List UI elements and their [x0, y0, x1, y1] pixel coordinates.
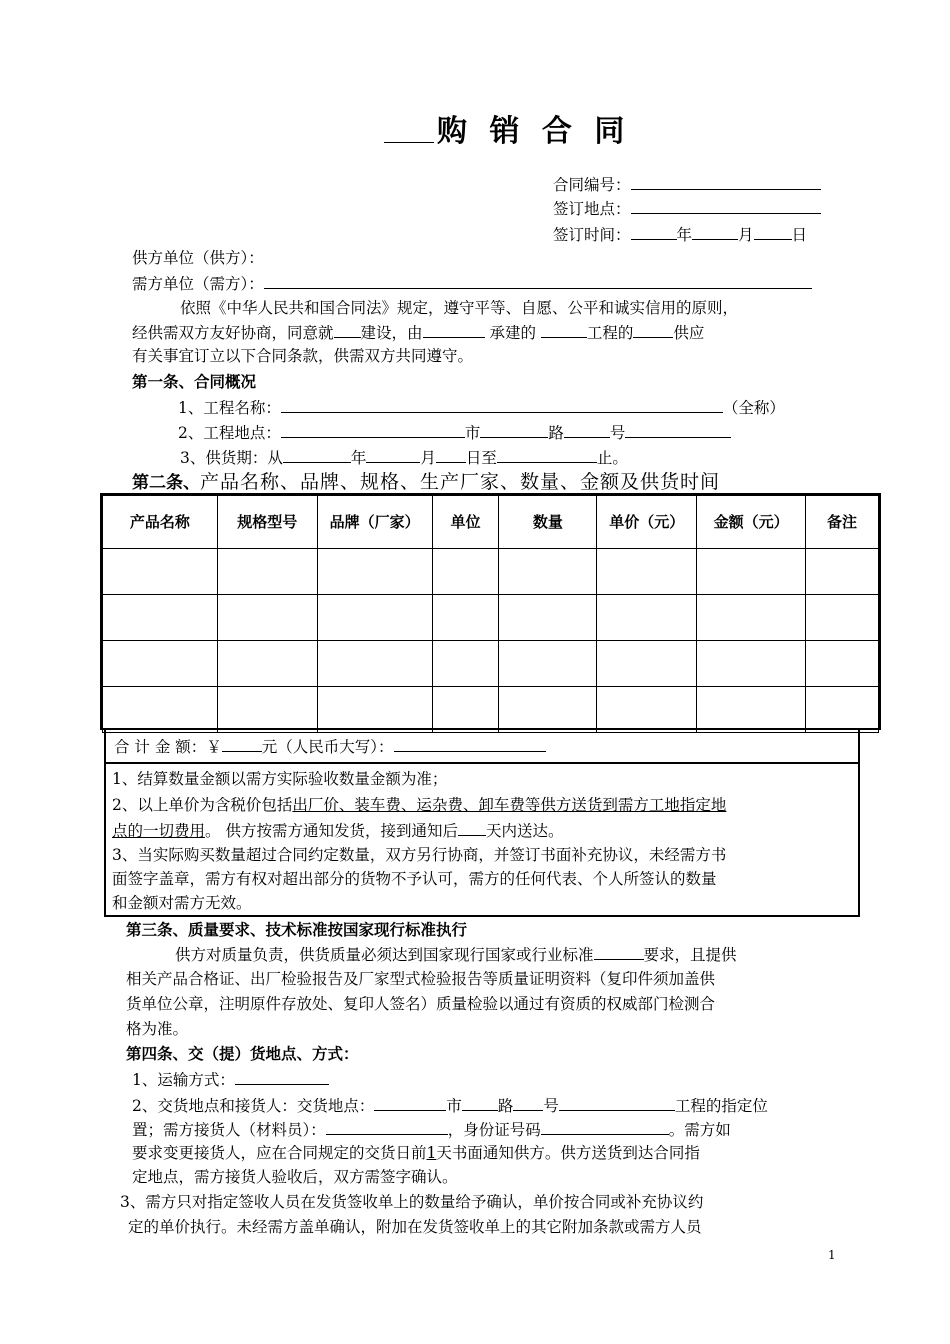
article-2-prefix: 第二条、 — [132, 473, 200, 493]
title-blank-wrap — [384, 108, 434, 147]
note-3-line-1: 3、当实际购买数量超过合同约定数量，双方另行协商，并签订书面补充协议，未经需方书 — [112, 846, 727, 864]
number-label: 号 — [609, 424, 626, 442]
header-brand: 品牌（厂家） — [317, 496, 432, 549]
note-2-middle: 。 供方按需方通知发货，接到通知后 — [205, 822, 458, 840]
page-title: 购 销 合 同 — [437, 114, 631, 149]
total-amount-row — [114, 734, 546, 759]
location-extra-field[interactable] — [625, 420, 731, 438]
title-blank[interactable] — [384, 108, 434, 143]
delivery-number-label: 号 — [543, 1097, 559, 1115]
delivery-number-field[interactable] — [513, 1093, 543, 1111]
delivery-city-label: 市 — [446, 1097, 462, 1115]
location-city-field[interactable] — [281, 420, 465, 438]
article-3-line-3: 货单位公章，注明原件存放处、复印人签名）质量检验以通过有资质的权威部门检测合 — [126, 995, 716, 1013]
article-3-line-2: 相关产品合格证、出厂检验报告及厂家型式检验报告等质量证明资料（复印件须加盖供 — [126, 970, 716, 988]
delivery-text-f: 要求变更接货人，应在合同规定的交货日前 — [132, 1144, 427, 1162]
header-remark: 备注 — [806, 496, 879, 549]
header-amount: 金额（元） — [697, 496, 806, 549]
buyer-row — [132, 271, 812, 296]
note-3-line-3: 和金额对需方无效。 — [112, 894, 252, 912]
note-1: 1、结算数量金额以需方实际验收数量金额为准； — [112, 770, 448, 788]
delivery-text-h: 天书面通知供方。供方送货到达合同指 — [436, 1144, 700, 1162]
day-to-label: 日至 — [465, 449, 497, 467]
total-amount-box — [104, 728, 860, 764]
intro-project-field[interactable] — [334, 320, 361, 338]
period-to-field[interactable] — [497, 445, 597, 463]
location-number-field[interactable] — [564, 420, 610, 438]
sign-place-field[interactable] — [631, 196, 821, 214]
contract-no-label: 合同编号： — [553, 176, 631, 194]
article-3-line-4: 格为准。 — [126, 1020, 189, 1038]
id-number-label: ，身份证号码 — [447, 1121, 541, 1139]
article-3-title: 第三条、质量要求、技术标准按国家现行标准执行 — [126, 920, 468, 939]
intro-text-b: 建设，由 — [360, 324, 423, 342]
header-unit: 单位 — [432, 496, 499, 549]
project-location-label: 2、工程地点： — [178, 424, 281, 442]
delivery-line-1 — [132, 1093, 768, 1118]
article-1-title: 第一条、合同概况 — [132, 372, 257, 391]
article-3-text-a: 供方对质量负责，供货质量必须达到国家现行国家或行业标准 — [175, 946, 594, 964]
article-4-item-3-line-2: 定的单价执行。未经需方盖单确认，附加在发货签收单上的其它附加条款或需方人员 — [128, 1218, 702, 1236]
delivery-road-label: 路 — [497, 1097, 514, 1115]
project-name-suffix: （全称） — [722, 399, 785, 417]
header-spec-model: 规格型号 — [217, 496, 317, 549]
transport-label: 1、运输方式： — [132, 1071, 235, 1089]
goods-table-frame — [100, 493, 881, 730]
article-2-title — [132, 469, 720, 496]
project-name-label: 1、工程名称： — [178, 399, 281, 417]
day-label: 日 — [791, 226, 808, 244]
city-label: 市 — [464, 424, 481, 442]
intro-text-d: 工程的 — [586, 324, 634, 342]
delivery-text-e: 。需方如 — [668, 1121, 731, 1139]
sign-place-label: 签订地点： — [553, 200, 631, 218]
id-number-field[interactable] — [541, 1117, 669, 1135]
delivery-days-field[interactable] — [458, 818, 486, 836]
intro-contractor-field[interactable] — [423, 320, 485, 338]
sign-day-field[interactable] — [754, 222, 792, 240]
project-name-field[interactable] — [281, 395, 723, 413]
notice-days-value: 1 — [426, 1144, 437, 1162]
delivery-line-2 — [132, 1117, 731, 1142]
sign-time-row — [553, 222, 807, 247]
intro-engineering-field[interactable] — [541, 320, 587, 338]
total-rmb-field[interactable] — [394, 734, 546, 752]
total-amount-label: 合 计 金 额：￥ — [114, 738, 222, 756]
intro-text-a: 经供需双方友好协商，同意就 — [132, 324, 334, 342]
period-from-day-field[interactable] — [436, 445, 466, 463]
road-label: 路 — [548, 424, 564, 442]
note-2-underlined: 出厂价、装车费、运杂费、卸车费等供方送货到需方工地指定地 — [292, 796, 727, 814]
delivery-road-field[interactable] — [462, 1093, 498, 1111]
notes-box — [104, 762, 860, 917]
supply-period-row — [180, 445, 628, 470]
transport-field[interactable] — [235, 1067, 329, 1085]
project-location-row — [178, 420, 731, 445]
article-4-title: 第四条、交（提）货地点、方式： — [126, 1044, 359, 1063]
receiver-label: 置；需方接货人（材料员）： — [132, 1121, 326, 1139]
intro-text-c: 承建的 — [484, 324, 541, 342]
project-name-row — [178, 395, 785, 420]
transport-row — [132, 1067, 329, 1092]
note-2-suffix: 天内送达。 — [485, 822, 564, 840]
from-year-label: 年 — [350, 449, 367, 467]
header-quantity: 数量 — [499, 496, 597, 549]
contract-no-field[interactable] — [631, 172, 821, 190]
buyer-field[interactable] — [264, 271, 812, 289]
intro-line-2 — [132, 320, 704, 345]
from-month-label: 月 — [420, 449, 436, 467]
note-3-line-2: 面签字盖章，需方有权对超出部分的货物不予认可，需方的任何代表、个人所签认的数量 — [112, 870, 717, 888]
month-label: 月 — [738, 226, 754, 244]
period-from-month-field[interactable] — [366, 445, 420, 463]
delivery-city-field[interactable] — [374, 1093, 446, 1111]
location-road-field[interactable] — [480, 420, 548, 438]
supply-period-label: 3、供货期：从 — [180, 449, 283, 467]
receiver-name-field[interactable] — [326, 1117, 448, 1135]
total-amount-field[interactable] — [222, 734, 262, 752]
supplier-label: 供方单位（供方）： — [132, 249, 264, 267]
period-from-year-field[interactable] — [283, 445, 351, 463]
sign-month-field[interactable] — [692, 222, 738, 240]
intro-line-1: 依照《中华人民共和国合同法》规定，遵守平等、自愿、公平和诚实信用的原则， — [180, 299, 739, 317]
intro-supply-field[interactable] — [633, 320, 673, 338]
header-product-name: 产品名称 — [103, 496, 218, 549]
delivery-project-field[interactable] — [559, 1093, 675, 1111]
year-label: 年 — [676, 226, 693, 244]
delivery-line-4: 定地点，需方接货人验收后，双方需签字确认。 — [132, 1168, 458, 1186]
stop-label: 止。 — [596, 449, 628, 467]
note-2-line-2 — [112, 818, 563, 843]
note-2-line-1 — [112, 793, 726, 817]
intro-text-e: 供应 — [673, 324, 705, 342]
article-4-item-3-line-1: 3、需方只对指定签收人员在发货签收单上的数量给予确认，单价按合同或补充协议约 — [120, 1193, 704, 1211]
note-2-underlined-end: 点的一切费用 — [112, 822, 206, 840]
buyer-label: 需方单位（需方）： — [132, 275, 264, 293]
page-number: 1 — [828, 1248, 836, 1262]
article-2-text: 产品名称、品牌、规格、生产厂家、数量、金额及供货时间 — [200, 471, 721, 493]
sign-time-label: 签订时间： — [553, 226, 631, 244]
note-2-prefix: 2、以上单价为含税价包括 — [112, 796, 293, 814]
article-3-line-1 — [175, 942, 737, 967]
article-3-text-b: 要求，且提供 — [643, 946, 737, 964]
total-rmb-label: 元（人民币大写）： — [261, 738, 394, 756]
delivery-place-label: 2、交货地点和接货人：交货地点： — [132, 1097, 375, 1115]
sign-place-row — [553, 196, 821, 221]
sign-year-field[interactable] — [631, 222, 677, 240]
header-unit-price: 单价（元） — [597, 496, 697, 549]
intro-line-3: 有关事宜订立以下合同条款，供需双方共同遵守。 — [132, 347, 474, 365]
delivery-text-b: 工程的指定位 — [674, 1097, 768, 1115]
standard-field[interactable] — [594, 942, 644, 960]
delivery-line-3 — [132, 1141, 700, 1165]
contract-no-row — [553, 172, 821, 197]
